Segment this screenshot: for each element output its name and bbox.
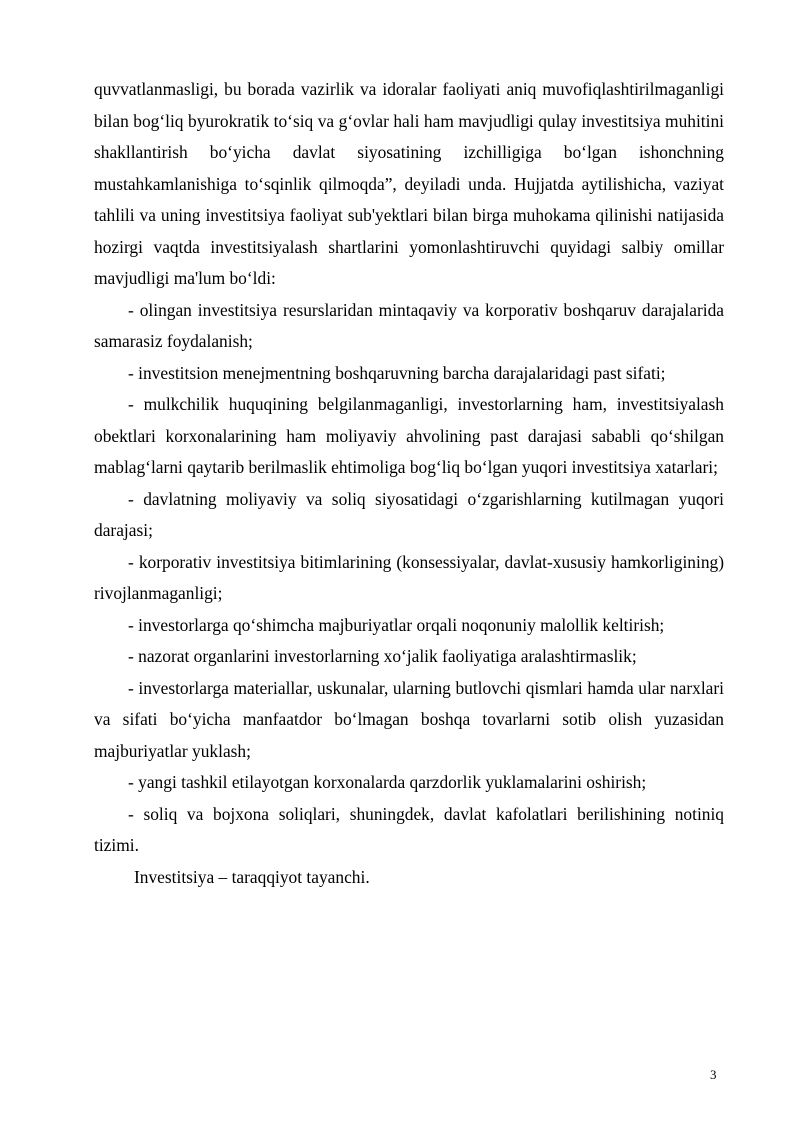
list-item-corporate-agreements: - korporativ investitsiya bitimlarining (konsessiyalar, davlat-xususiy hamkorligining) rivojlanmaganligi;: [94, 551, 724, 603]
list-item-resources: - olingan investitsiya resurslaridan mintaqaviy va korporativ boshqaruv darajalarida samarasiz foydalanish;: [94, 299, 724, 351]
list-item-control-bodies: - nazorat organlarini investorlarning xo‘jalik faoliyatiga aralashtirmaslik;: [128, 646, 637, 666]
page-number: 3: [710, 1067, 717, 1082]
list-item-purchase-obligations: - investorlarga materiallar, uskunalar, ularning butlovchi qismlari hamda ular narxlari va sifati bo‘yicha manfaatdor bo‘lmagan boshqa tovarlarni sotib olish yuzasidan majburiyatlar yuklash;: [94, 677, 724, 761]
closing-line: Investitsiya – taraqqiyot tayanchi.: [134, 866, 370, 887]
list-item-investment-risks: - mulkchilik huquqining belgilanmaganligi, investorlarning ham, investitsiyalash obektlari korxonalarining ham moliyaviy ahvolining past darajasi sababli qo‘shilgan mablag‘larni qaytarib berilmaslik ehtimoliga bog‘liq bo‘lgan yuqori investitsiya xatarlari;: [94, 394, 724, 477]
list-item-policy-changes: - davlatning moliyaviy va soliq siyosatidagi o‘zgarishlarning kutilmagan yuqori darajasi;: [94, 488, 724, 540]
list-item-debt-burden: - yangi tashkil etilayotgan korxonalarda qarzdorlik yuklamalarini oshirish;: [128, 772, 647, 792]
document-page: [94, 74, 724, 893]
list-item-obligations: - investorlarga qo‘shimcha majburiyatlar orqali noqonuniy malollik keltirish;: [128, 614, 665, 635]
list-item-tax-system: - soliq va bojxona soliqlari, shuningdek, davlat kafolatlari berilishining notiniq tizimi.: [94, 803, 724, 855]
paragraph-intro: quvvatlanmasligi, bu borada vazirlik va idoralar faoliyati aniq muvofiqlashtirilmaganligi bilan bog‘liq byurokratik to‘siq va g‘ovlar hali ham mavjudligi qulay investitsiya muhitini shakllantirish bo‘yicha davlat siyosatining izchilligiga bo‘lgan ishonchning mustahkamlanishiga to‘sqinlik qilmoqda”, deyiladi unda. Hujjatda aytilishicha, vaziyat tahlili va uning investitsiya faoliyat sub'yektlari bilan birga muhokama qilinishi natijasida hozirgi vaqtda investitsiyalash shartlarini yomonlashtiruvchi quyidagi salbiy omillar mavjudligi ma'lum bo‘ldi:: [94, 79, 724, 288]
list-item-management-quality: - investitsion menejmentning boshqaruvning barcha darajalaridagi past sifati;: [128, 362, 666, 383]
